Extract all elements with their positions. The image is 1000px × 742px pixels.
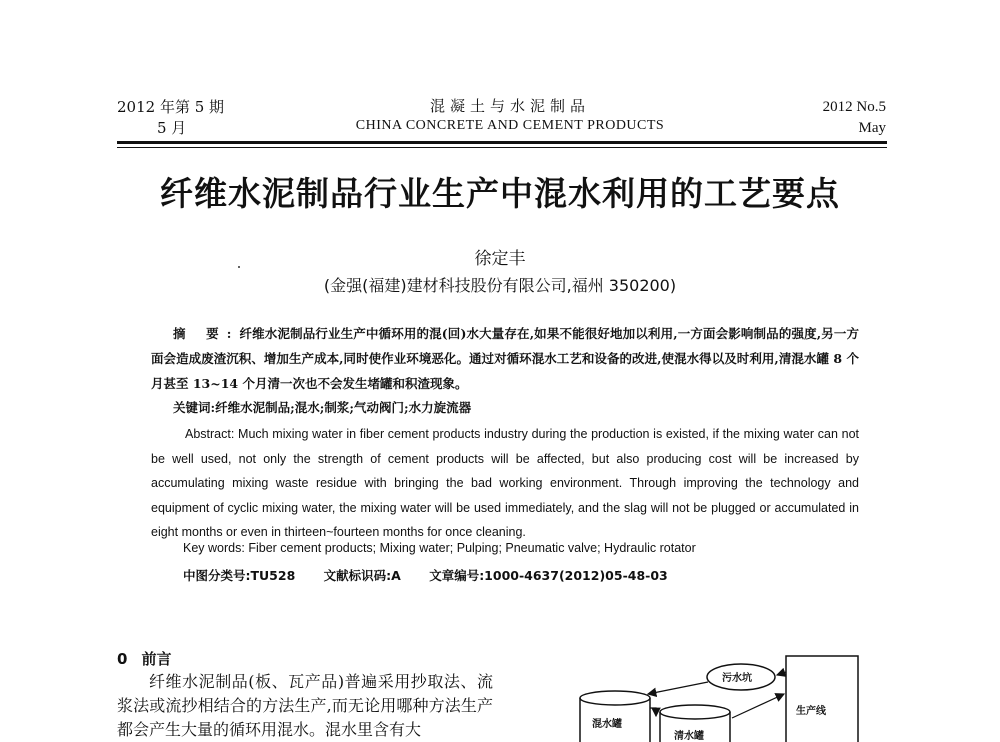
section-number: 0 (117, 650, 128, 668)
article-author: 徐定丰 (474, 249, 526, 269)
production-line-label: 生产线 (796, 706, 826, 717)
header-issue-en (780, 97, 886, 139)
clear-tank-label: 清水罐 (674, 731, 704, 742)
journal-name-cn: 混凝土与水泥制品 (429, 97, 590, 115)
arrow-pit-to-mixing-tank (648, 682, 708, 694)
article-affiliation: (金强(福建)建材科技股份有限公司,福州 350200) (323, 276, 677, 295)
clc-number: 中图分类号:TU528 (183, 568, 296, 583)
article-title: 纤维水泥制品行业生产中混水利用的工艺要点 (160, 174, 840, 213)
mixing-tank-label: 混水罐 (592, 719, 622, 730)
header-rule-thick (117, 141, 887, 144)
article-number: 文章编号:1000-4637(2012)05-48-03 (429, 568, 668, 583)
section-heading (117, 648, 171, 669)
header-issue (117, 97, 224, 139)
document-code: 文献标识码:A (323, 568, 401, 583)
abstract-cn (151, 321, 859, 396)
header-issue-number-en: 2012 No.5 (822, 99, 886, 115)
abstract-en (151, 422, 859, 545)
clear-tank-top (660, 705, 730, 719)
arrow-clear-tank-to-line (732, 694, 784, 718)
mixing-tank-top (580, 691, 650, 705)
arrow-mixing-to-clear-tank (650, 708, 656, 716)
classification-line (183, 566, 873, 584)
abstract-en-label: Abstract: (185, 427, 235, 441)
keywords-en (183, 541, 873, 555)
abstract-en-text: Much mixing water in fiber cement products industry during the production is existed, if the mixing water can not be well used, not only the strength of cement products will be affected, but also producing cost will be increased by accumulating mixing waste residue with bringing the bad working environment. Through improving the technology and equipment of cyclic mixing water, the mixing water will be used immediately, and the slag will not be plugged or accumulated in eight months or even in thirteen~fourteen months for once cleaning. (151, 427, 859, 539)
header-issue-month-en: May (858, 120, 886, 136)
abstract-cn-text: 纤维水泥制品行业生产中循环用的混(回)水大量存在,如果不能很好地加以利用,一方面会影响制品的强度,另一方面会造成废渣沉积、增加生产成本,同时使作业环境恶化。通过对循环混水工艺和设备的改进,使混水得以及时利用,清混水罐 8 个月甚至 13~14 个月清一次也不会发生堵罐和积渣现象。 (151, 326, 860, 391)
keywords-en-label: Key words: (183, 541, 245, 555)
process-diagram (570, 650, 890, 742)
abstract-cn-label: 摘 要: (173, 326, 240, 341)
arrow-line-to-pit (777, 672, 786, 675)
keywords-cn (173, 398, 863, 416)
keywords-cn-label: 关键词: (173, 400, 216, 415)
header-issue-year: 2012 年第 5 期 (117, 98, 225, 116)
keywords-cn-text: 纤维水泥制品;混水;制浆;气动阀门;水力旋流器 (215, 400, 472, 415)
section-body-text: 纤维水泥制品(板、瓦产品)普遍采用抄取法、流浆法或流抄相结合的方法生产,而无论用哪种方法生产都会产生大量的循环用混水。混水里含有大 (117, 672, 493, 739)
production-line-box (786, 656, 858, 742)
sewage-pit-label: 污水坑 (722, 673, 752, 684)
header-rule-thin (117, 147, 887, 148)
journal-name (330, 96, 690, 136)
process-figure (570, 650, 890, 742)
section-body (117, 670, 493, 742)
header-issue-month: 5 月 (157, 119, 187, 137)
journal-name-en: CHINA CONCRETE AND CEMENT PRODUCTS (355, 118, 665, 133)
section-title: 前言 (141, 650, 172, 668)
keywords-en-text: Fiber cement products; Mixing water; Pulping; Pneumatic valve; Hydraulic rotator (248, 541, 696, 555)
